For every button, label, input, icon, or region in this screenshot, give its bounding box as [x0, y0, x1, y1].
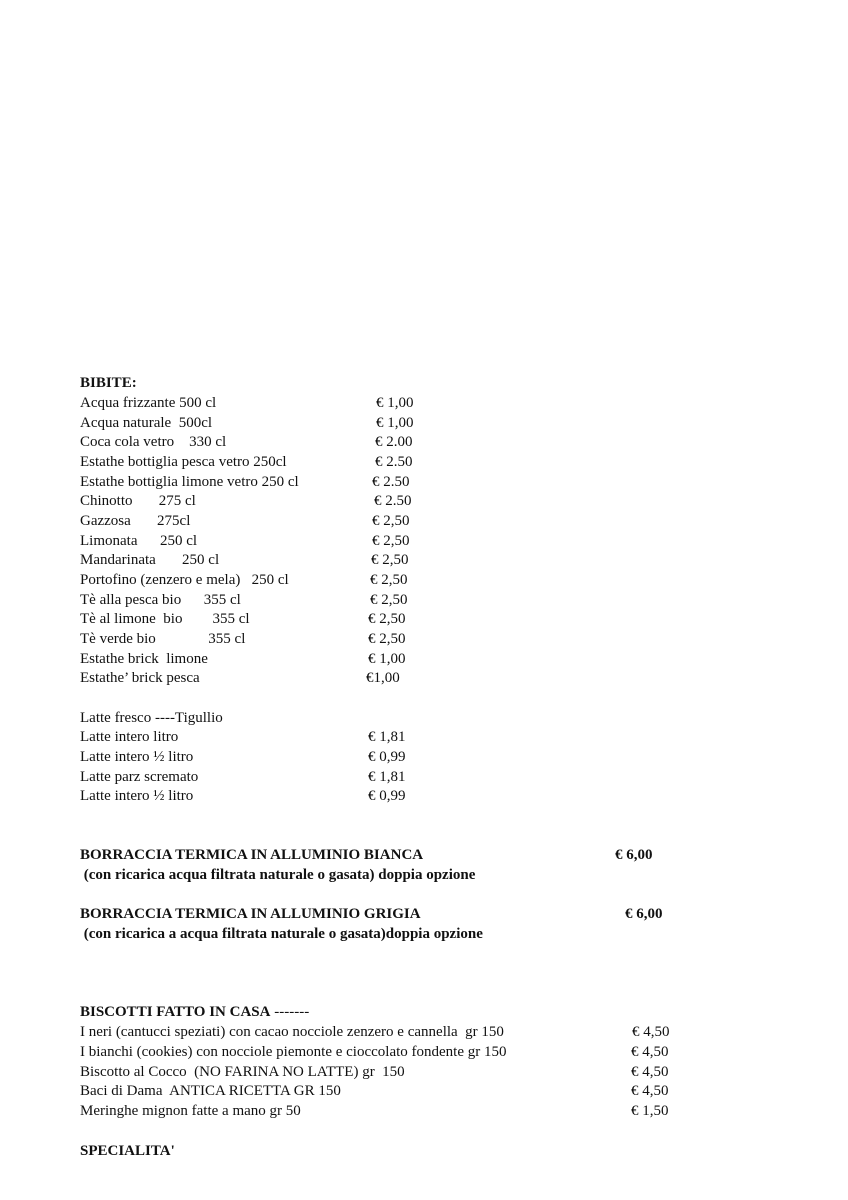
bibite-item-price: € 1,00 — [368, 651, 406, 667]
latte-item-name: Latte parz scremato — [80, 769, 199, 785]
bibite-item-price: € 2,50 — [372, 533, 410, 549]
borraccia-grigia-price: € 6,00 — [625, 906, 663, 922]
biscotti-item-name: Meringhe mignon fatte a mano gr 50 — [80, 1103, 301, 1119]
bibite-item-name: Tè al limone bio 355 cl — [80, 611, 250, 627]
bibite-item-name: Estathe bottiglia limone vetro 250 cl — [80, 474, 299, 490]
biscotti-item-price: € 4,50 — [631, 1064, 669, 1080]
bibite-item-price: € 2.50 — [375, 454, 413, 470]
biscotti-item-name: Baci di Dama ANTICA RICETTA GR 150 — [80, 1083, 341, 1099]
bibite-item-name: Mandarinata 250 cl — [80, 552, 220, 568]
borraccia-bianca-price: € 6,00 — [615, 847, 653, 863]
specialita-heading: SPECIALITA' — [80, 1143, 175, 1159]
bibite-item-name: Acqua frizzante 500 cl — [80, 395, 217, 411]
borraccia-bianca-name: BORRACCIA TERMICA IN ALLUMINIO BIANCA — [80, 847, 424, 863]
bibite-item-name: Estathe brick limone — [80, 651, 208, 667]
bibite-item-price: € 2,50 — [368, 611, 406, 627]
bibite-item-price: €1,00 — [366, 670, 400, 686]
borraccia-grigia-note: (con ricarica a acqua filtrata naturale o gasata)doppia opzione — [80, 926, 483, 942]
bibite-item-name: Limonata 250 cl — [80, 533, 198, 549]
bibite-item-price: € 2,50 — [368, 631, 406, 647]
bibite-item-name: Acqua naturale 500cl — [80, 415, 213, 431]
latte-heading: Latte fresco ----Tigullio — [80, 710, 223, 726]
bibite-item-price: € 2.00 — [375, 434, 413, 450]
biscotti-heading — [80, 1002, 309, 1022]
bibite-heading: BIBITE: — [80, 375, 137, 391]
bibite-item-price: € 2.50 — [374, 493, 412, 509]
latte-item-name: Latte intero ½ litro — [80, 788, 194, 804]
borraccia-bianca-note: (con ricarica acqua filtrata naturale o gasata) doppia opzione — [80, 867, 476, 883]
bibite-item-price: € 2.50 — [372, 474, 410, 490]
biscotti-item-name: Biscotto al Cocco (NO FARINA NO LATTE) gr 150 — [80, 1064, 405, 1080]
biscotti-item-name: I bianchi (cookies) con nocciole piemonte e cioccolato fondente gr 150 — [80, 1044, 507, 1060]
bibite-item-price: € 1,00 — [376, 395, 414, 411]
bibite-item-name: Portofino (zenzero e mela) 250 cl — [80, 572, 289, 588]
latte-item-price: € 1,81 — [368, 769, 406, 785]
bibite-item-name: Tè verde bio 355 cl — [80, 631, 246, 647]
bibite-item-price: € 2,50 — [371, 552, 409, 568]
bibite-item-price: € 2,50 — [372, 513, 410, 529]
bibite-item-price: € 1,00 — [376, 415, 414, 431]
bibite-item-name: Estathe bottiglia pesca vetro 250cl — [80, 454, 287, 470]
biscotti-heading-title: BISCOTTI FATTO IN CASA — [80, 1004, 271, 1020]
latte-item-name: Latte intero litro — [80, 729, 179, 745]
biscotti-item-price: € 4,50 — [631, 1044, 669, 1060]
latte-item-name: Latte intero ½ litro — [80, 749, 194, 765]
biscotti-item-price: € 1,50 — [631, 1103, 669, 1119]
biscotti-heading-dashes: ------- — [270, 1004, 310, 1020]
bibite-item-price: € 2,50 — [370, 592, 408, 608]
biscotti-item-price: € 4,50 — [631, 1083, 669, 1099]
borraccia-grigia-name: BORRACCIA TERMICA IN ALLUMINIO GRIGIA — [80, 906, 421, 922]
bibite-item-name: Coca cola vetro 330 cl — [80, 434, 227, 450]
bibite-item-name: Chinotto 275 cl — [80, 493, 196, 509]
biscotti-item-name: I neri (cantucci speziati) con cacao nocciole zenzero e cannella gr 150 — [80, 1024, 504, 1040]
biscotti-item-price: € 4,50 — [632, 1024, 670, 1040]
bibite-item-name: Tè alla pesca bio 355 cl — [80, 592, 241, 608]
latte-item-price: € 0,99 — [368, 788, 406, 804]
bibite-item-name: Gazzosa 275cl — [80, 513, 191, 529]
bibite-item-price: € 2,50 — [370, 572, 408, 588]
bibite-item-name: Estathe’ brick pesca — [80, 670, 200, 686]
latte-item-price: € 0,99 — [368, 749, 406, 765]
latte-item-price: € 1,81 — [368, 729, 406, 745]
